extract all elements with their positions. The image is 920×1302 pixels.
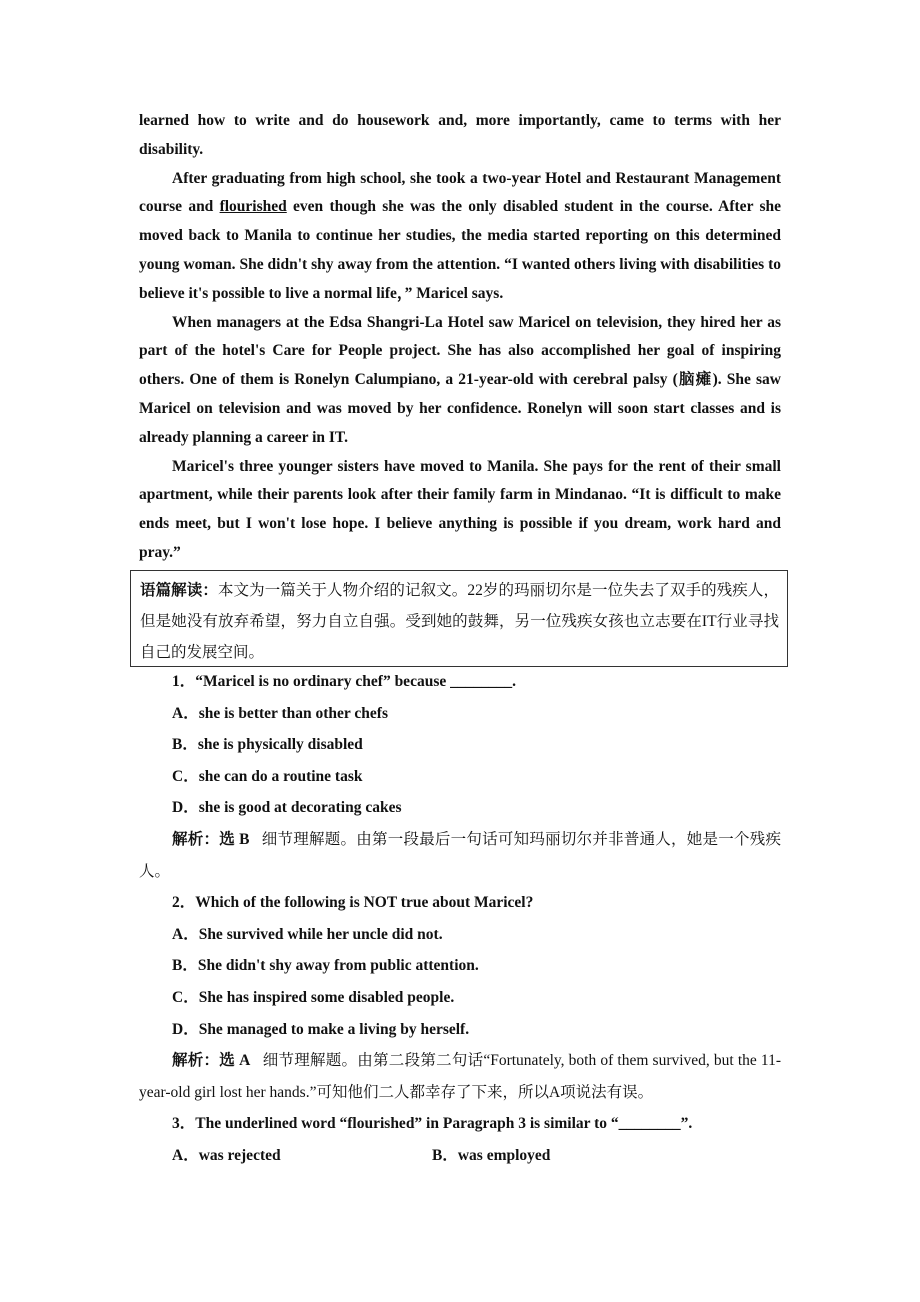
underlined-word: flourished: [219, 198, 287, 216]
summary-box: [130, 570, 788, 667]
paragraph: When managers at the Edsa Shangri-La Hotel saw Maricel on television, they hired her as part of the hotel's Care for People project. She has also accomplished her goal of inspiring others. One of them is Ronelyn Calumpiano, a 21-year-old with cerebral palsy (脑瘫). She saw Maricel on television and was moved by her confidence. Ronelyn will soon start classes and is already planning a career in IT.: [139, 313, 781, 446]
summary-label: 语篇解读：: [140, 582, 218, 599]
option: B．was employed: [432, 1146, 551, 1164]
analysis: [139, 1045, 781, 1108]
question-stem: 3．The underlined word “flourished” in Paragraph 3 is similar to “________”.: [172, 1115, 693, 1133]
option: D．She managed to make a living by herself.: [172, 1020, 470, 1038]
option: C．she can do a routine task: [172, 767, 363, 785]
question-stem: 1．“Maricel is no ordinary chef” because ________.: [172, 673, 516, 690]
option: A．She survived while her uncle did not.: [172, 925, 443, 943]
text: even though she was the only disabled student in the course. After she moved back to Manila to continue her studies, the media started reporting on this determined young woman. She didn't shy away from the attention. “I wanted others living with disabilities to believe it's possible to live a normal life，” Maricel says.: [139, 198, 781, 302]
text: After graduating from high school, she took a two-year Hotel and Restaurant Management course and: [139, 169, 781, 216]
analysis-text: 细节理解题。由第二段第二句话“Fortunately, both of them survived, but the 11-year-old girl lost her hands.”可知他们二人都幸存了下来，所以A项说法有误。: [139, 1052, 782, 1101]
option: B．She didn't shy away from public attention.: [172, 957, 479, 975]
option: A．was rejected: [172, 1146, 281, 1164]
analysis-label: 解析：选 A: [172, 1052, 251, 1070]
option: B．she is physically disabled: [172, 736, 363, 754]
paragraph: [139, 165, 781, 309]
options-row: [139, 1140, 781, 1172]
paragraph: Maricel's three younger sisters have moved to Manila. She pays for the rent of their small apartment, while their parents look after their family farm in Mindanao. “It is difficult to make ends meet, but I won't lose hope. I believe anything is possible if you dream, work hard and pray.”: [139, 457, 781, 561]
option: A．she is better than other chefs: [172, 704, 388, 722]
summary-text: 本文为一篇关于人物介绍的记叙文。22岁的玛丽切尔是一位失去了双手的残疾人，但是她没有放弃希望，努力自立自强。受到她的鼓舞，另一位残疾女孩也立志要在IT行业寻找自己的发展空间。: [140, 582, 779, 661]
analysis-text: 细节理解题。由第一段最后一句话可知玛丽切尔并非普通人，她是一个残疾人。: [139, 830, 781, 880]
paragraph: learned how to write and do housework and, more importantly, came to terms with her disability.: [139, 112, 781, 158]
questions: [139, 666, 781, 1172]
analysis-label: 解析：选 B: [172, 830, 250, 848]
option: D．she is good at decorating cakes: [172, 799, 402, 817]
analysis: [139, 824, 781, 887]
reading-passage: [139, 107, 781, 568]
question-stem: 2．Which of the following is NOT true about Maricel?: [172, 894, 534, 912]
option: C．She has inspired some disabled people.: [172, 988, 455, 1006]
